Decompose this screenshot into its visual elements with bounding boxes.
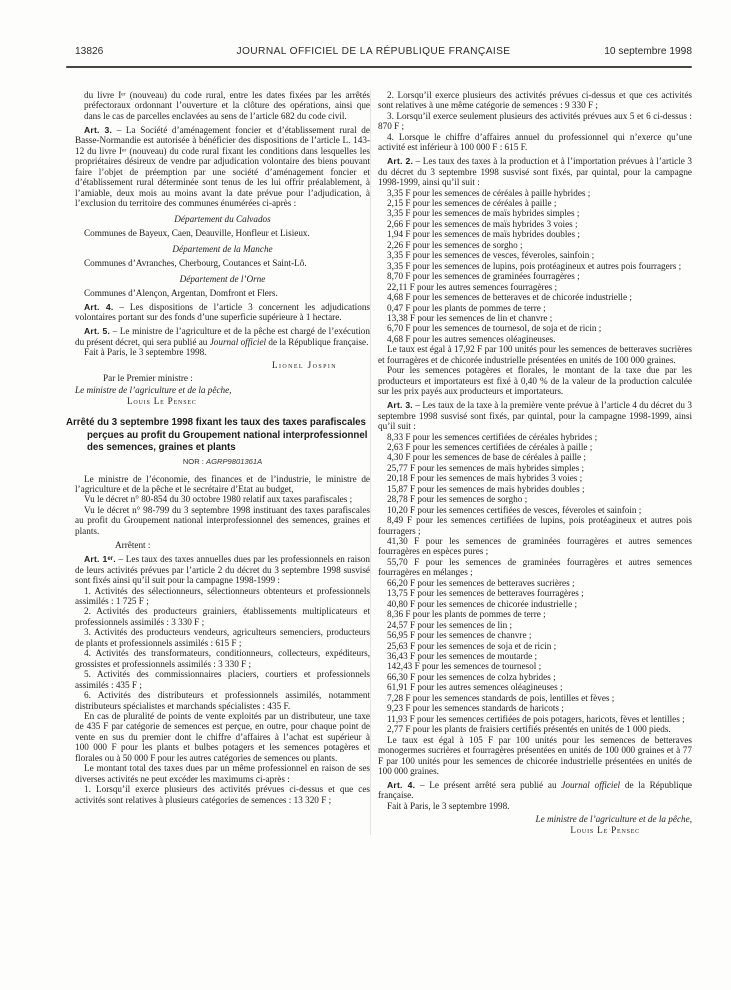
article-paragraph: Art. 5. – Le ministre de l’agriculture et de la pêche est chargé de l’exécution du présent décret, qui sera publié au Journal officiel de la République française. xyxy=(75,326,370,347)
text-paragraph: 3. Lorsqu’il exerce seulement plusieurs des activités prévues aux 5 et 6 ci-dessus : 870 F ; xyxy=(378,110,692,132)
text-paragraph: 25,77 F pour les semences de maïs hybrides simples ; xyxy=(387,462,584,473)
article-label: Art. 2. xyxy=(387,156,414,167)
text-paragraph: 11,93 F pour les semences certifiées de pois potagers, haricots, fèves et lentilles ; xyxy=(387,713,685,724)
article-label: Art. 3. xyxy=(387,400,413,411)
text-paragraph: 28,78 F pour les semences de sorgho ; xyxy=(387,494,528,505)
text-paragraph: 61,91 F pour les autres semences oléagineuses ; xyxy=(387,682,563,693)
article-paragraph: Art. 2. – Les taux des taxes à la production et à l’importation prévues à l’article 3 du décret du 3 septembre 1998 susvisé sont fixés, par quintal, pour la campagne 1998-1999, ainsi qu’il suit : xyxy=(378,156,693,188)
header-rule xyxy=(66,66,692,68)
text-paragraph: 6,70 F pour les semences de tournesol, de soja et de ricin ; xyxy=(387,323,602,334)
text-paragraph: du livre Iᵉʳ (nouveau) du code rural, entre les dates fixées par les arrêtés préfectoraux ordonnant l’ouverture et la clôture des opérations, ainsi que dans le cas de parcelles enclavées au sens de l’article 682 du code civil. xyxy=(84,90,370,121)
article-label: Art. 1ᵉʳ. xyxy=(84,554,116,565)
article-paragraph: Art. 3. – Les taux de la taxe à la première vente prévue à l’article 4 du décret du 3 septembre 1998 susvisé sont fixés, par quintal, pour la campagne 1998-1999, ainsi qu’il suit : xyxy=(378,400,693,432)
article-paragraph: Art. 1ᵉʳ. – Les taux des taxes annuelles dues par les professionnels en raison de leurs activités prévues par l’article 2 du décret du 3 septembre 1998 susvisé sont fixés ainsi qu’il suit pour la campagne 1998-1999 : xyxy=(75,554,370,586)
text-paragraph: 25,63 F pour les semences de soja et de ricin ; xyxy=(387,640,557,651)
text-paragraph: 13,38 F pour les semences de lin et chanvre ; xyxy=(387,313,553,324)
text-paragraph: 13,75 F pour les semences de betteraves fourragères ; xyxy=(387,588,584,599)
text-paragraph: 2,15 F pour les semences de céréales à paille ; xyxy=(387,198,557,209)
text-paragraph: 2,66 F pour les semences de maïs hybrides 3 voies ; xyxy=(387,218,578,229)
text-paragraph: 8,33 F pour les semences certifiées de céréales hybrides ; xyxy=(387,431,598,442)
text-paragraph: En cas de pluralité de points de vente exploités par un distributeur, une taxe de 435 F par catégorie de semences est perçue, en outre, pour chaque point de vente en sus du premier dont le chiffre d’affaires à l’achat est supérieur à 100 000 F pour les plants et bulbes potagers et les semences potagères et florales ou à 50 000 F pour les autres catégories de semences ou plants. xyxy=(75,710,370,763)
text-paragraph: Pour les semences potagères et florales, le montant de la taxe due par les producteurs et importateurs est fixé à 0,40 % de la valeur de la production calculée sur les prix payés aux producteurs et importateurs. xyxy=(378,365,692,397)
text-paragraph: 4,68 F pour les semences de betteraves et de chicorée industrielle ; xyxy=(387,292,632,303)
text-paragraph: 9,23 F pour les semences standards de haricots ; xyxy=(387,703,564,714)
minister-title: Le ministre de l’agriculture et de la pêche, xyxy=(535,814,692,825)
text-paragraph: 22,11 F pour les autres semences fourragères ; xyxy=(387,281,558,292)
text-paragraph: Le ministre de l’économie, des finances et de l’industrie, le ministre de l’agriculture et de la pêche et le secrétaire d’Etat au budget, xyxy=(75,473,370,494)
text-paragraph: 3,35 F pour les semences de lupins, pois protéagineux et autres pois fourragers ; xyxy=(387,260,682,271)
text-paragraph: 1. Lorsqu’il exerce plusieurs des activités prévues ci-dessus et que ces activités sont relatives à plusieurs catégories de semences : 13 320 F ; xyxy=(75,784,370,805)
text-paragraph: 20,18 F pour les semences de maïs hybrides 3 voies ; xyxy=(387,473,583,484)
text-paragraph: 4,30 F pour les semences de base de céréales à paille ; xyxy=(387,452,586,463)
issue-date: 10 septembre 1998 xyxy=(604,46,692,57)
text-paragraph: 1,94 F pour les semences de maïs hybrides doubles ; xyxy=(387,229,580,240)
text-paragraph: Vu le décret n° 98-799 du 3 septembre 1998 instituant des taxes parafiscales au profit du Groupement national interprofessionnel des semences, graines et plants. xyxy=(75,504,370,536)
signature-name: Lionel Jospin xyxy=(271,360,337,371)
department-heading: Département de l’Orne xyxy=(179,274,266,285)
text-paragraph: 5. Activités des commissionnaires placiers, courtiers et professionnels assimilés : 435 F ; xyxy=(75,669,370,690)
text-paragraph: 142,43 F pour les semences de tournesol ; xyxy=(387,661,542,672)
text-paragraph: 4. Lorsque le chiffre d’affaires annuel du professionnel qui n’exerce qu’une activité est inférieur à 100 000 F : 615 F. xyxy=(378,131,692,153)
department-heading: Département du Calvados xyxy=(174,214,271,225)
text-paragraph: 3,35 F pour les semences de vesces, féveroles, sainfoin ; xyxy=(387,250,595,261)
text-paragraph: 55,70 F pour les semences de graminées fourragères et autres semences fourragères en mélanges ; xyxy=(378,556,692,578)
minister-title: Le ministre de l’agriculture et de la pêche, xyxy=(75,385,232,396)
text-paragraph: 56,95 F pour les semences de chanvre ; xyxy=(387,630,532,641)
left-column xyxy=(66,90,370,835)
text-paragraph: 3,35 F pour les semences de maïs hybrides simples ; xyxy=(387,208,580,219)
text-paragraph: 2,63 F pour les semences certifiées de céréales à paille ; xyxy=(387,441,593,452)
text-paragraph: 66,30 F pour les semences de colza hybrides ; xyxy=(387,671,556,682)
text-paragraph: 3,35 F pour les semences de céréales à paille hybrides ; xyxy=(387,187,591,198)
article-label: Art. 4. xyxy=(387,779,416,790)
text-paragraph: 2. Activités des producteurs grainiers, établissements multiplicateurs et professionnels assimilés : 3 330 F ; xyxy=(75,606,370,627)
arretent-line: Arrêtent : xyxy=(115,540,151,551)
text-paragraph: 10,20 F pour les semences certifiées de vesces, féveroles et sainfoin ; xyxy=(387,504,642,515)
text-paragraph: 8,49 F pour les semences certifiées de lupins, pois protéagineux et autres pois fourragers ; xyxy=(378,515,692,536)
two-column-layout xyxy=(66,90,692,835)
arrete-title: Arrêté du 3 septembre 1998 fixant les taux des taxes parafiscales perçues au profit du Groupement national interprofessionnel des semences, graines et plants xyxy=(66,417,368,454)
text-paragraph: Vu le décret n° 80-854 du 30 octobre 1980 relatif aux taxes parafiscales ; xyxy=(84,494,353,505)
text-paragraph: Fait à Paris, le 3 septembre 1998. xyxy=(84,347,207,358)
department-heading: Département de la Manche xyxy=(172,244,273,255)
journal-title: JOURNAL OFFICIEL DE LA RÉPUBLIQUE FRANÇAISE xyxy=(236,46,511,57)
text-paragraph: 15,87 F pour les semences de maïs hybrides doubles ; xyxy=(387,483,585,494)
page-number: 13826 xyxy=(75,46,104,57)
article-paragraph: Art. 4. – Les dispositions de l’article 3 concernent les adjudications volontaires portant sur des fonds d’une superficie supérieure à 1 hectare. xyxy=(75,301,370,323)
text-paragraph: Le montant total des taxes dues par un même professionnel en raison de ses diverses activités ne peut excéder les maximums ci-après : xyxy=(75,763,370,784)
text-paragraph: 2. Lorsqu’il exerce plusieurs des activités prévues ci-dessus et que ces activités sont relatives à une même catégorie de semences : 9 330 F ; xyxy=(378,90,692,111)
text-paragraph: 6. Activités des distributeurs et professionnels assimilés, notamment distributeurs spécialistes et marchands spécialistes : 435 F. xyxy=(75,690,370,711)
text-paragraph: 24,57 F pour les semences de lin ; xyxy=(387,619,513,630)
text-paragraph: 7,28 F pour les semences standards de pois, lentilles et fèves ; xyxy=(387,692,615,703)
article-label: Art. 3. xyxy=(84,124,113,135)
text-paragraph: 3. Activités des producteurs vendeurs, agriculteurs semenciers, producteurs de plants et professionnels assimilés : 615 F ; xyxy=(75,627,370,648)
article-paragraph: Art. 3. – La Société d’aménagement foncier et d’établissement rural de Basse-Normandie est autorisée à bénéficier des dispositions de l’article L. 143-12 du livre Iᵉʳ (nouveau) du code rural fixant les conditions dans lesquelles les propriétaires désireux de vendre par adjudication volontaire des biens pouvant faire l’objet de préemption par une société d’aménagement foncier et d’établissement rural déterminée sont tenus de les lui offrir préalablement, à l’amiable, deux mois au moins avant la date prévue pour l’adjudication, à l’exclusion du territoire des communes énumérées ci-après : xyxy=(75,124,370,209)
text-paragraph: 36,43 F pour les semences de moutarde ; xyxy=(387,651,538,662)
signature-name: Louis Le Pensec xyxy=(570,824,640,835)
right-column xyxy=(370,90,692,835)
text-paragraph: 66,20 F pour les semences de betteraves sucrières ; xyxy=(387,577,575,588)
text-paragraph: 2,77 F pour les plants de fraisiers certifiés présentés en unités de 1 000 pieds. xyxy=(387,724,671,735)
article-label: Art. 4. xyxy=(84,301,114,312)
text-paragraph: Le taux est égal à 17,92 F par 100 unités pour les semences de betteraves sucrières et fourragères et de chicorée industrielle présentées en unités de 100 000 graines. xyxy=(378,344,692,365)
countersign-intro: Par le Premier ministre : xyxy=(103,372,193,383)
text-paragraph: 4. Activités des transformateurs, conditionneurs, collecteurs, expéditeurs, grossistes et professionnels assimilés : 3 330 F ; xyxy=(75,648,370,669)
signature-name: Louis Le Pensec xyxy=(127,395,197,406)
text-paragraph: 4,68 F pour les autres semences oléagineuses. xyxy=(387,333,556,344)
text-paragraph: Communes d’Alençon, Argentan, Domfront et Flers. xyxy=(84,287,278,298)
page-header xyxy=(66,46,692,57)
text-paragraph: 1. Activités des sélectionneurs, sélectionneurs obtenteurs et professionnels assimilés : 1 725 F ; xyxy=(75,585,370,606)
text-paragraph: 2,26 F pour les semences de sorgho ; xyxy=(387,239,523,250)
text-paragraph: 0,47 F pour les plants de pommes de terre ; xyxy=(387,302,546,313)
nor-reference: NOR : AGRP9801361A xyxy=(182,457,263,467)
text-paragraph: 40,80 F pour les semences de chicorée industrielle ; xyxy=(387,598,578,609)
text-paragraph: Communes de Bayeux, Caen, Deauville, Honfleur et Lisieux. xyxy=(84,227,310,238)
text-paragraph: Le taux est égal à 105 F par 100 unités pour les semences de betteraves monogermes sucrières et fourragères présentées en unités de 100 000 graines et à 77 F par 100 unités pour les semences de chicorée industrielle présentées en unités de 100 000 graines. xyxy=(378,734,692,776)
text-paragraph: 41,30 F pour les semences de graminées fourragères et autres semences fourragères en espèces pures ; xyxy=(378,536,692,557)
article-paragraph: Art. 4. – Le présent arrêté sera publié au Journal officiel de la République française. xyxy=(378,779,693,801)
text-paragraph: Communes d’Avranches, Cherbourg, Coutances et Saint-Lô. xyxy=(84,257,307,268)
text-paragraph: 8,70 F pour les semences de graminées fourragères ; xyxy=(387,271,580,282)
page-content xyxy=(66,46,692,835)
text-paragraph: 8,36 F pour les plants de pommes de terre ; xyxy=(387,609,546,620)
article-label: Art. 5. xyxy=(84,326,111,337)
text-paragraph: Fait à Paris, le 3 septembre 1998. xyxy=(387,800,510,811)
